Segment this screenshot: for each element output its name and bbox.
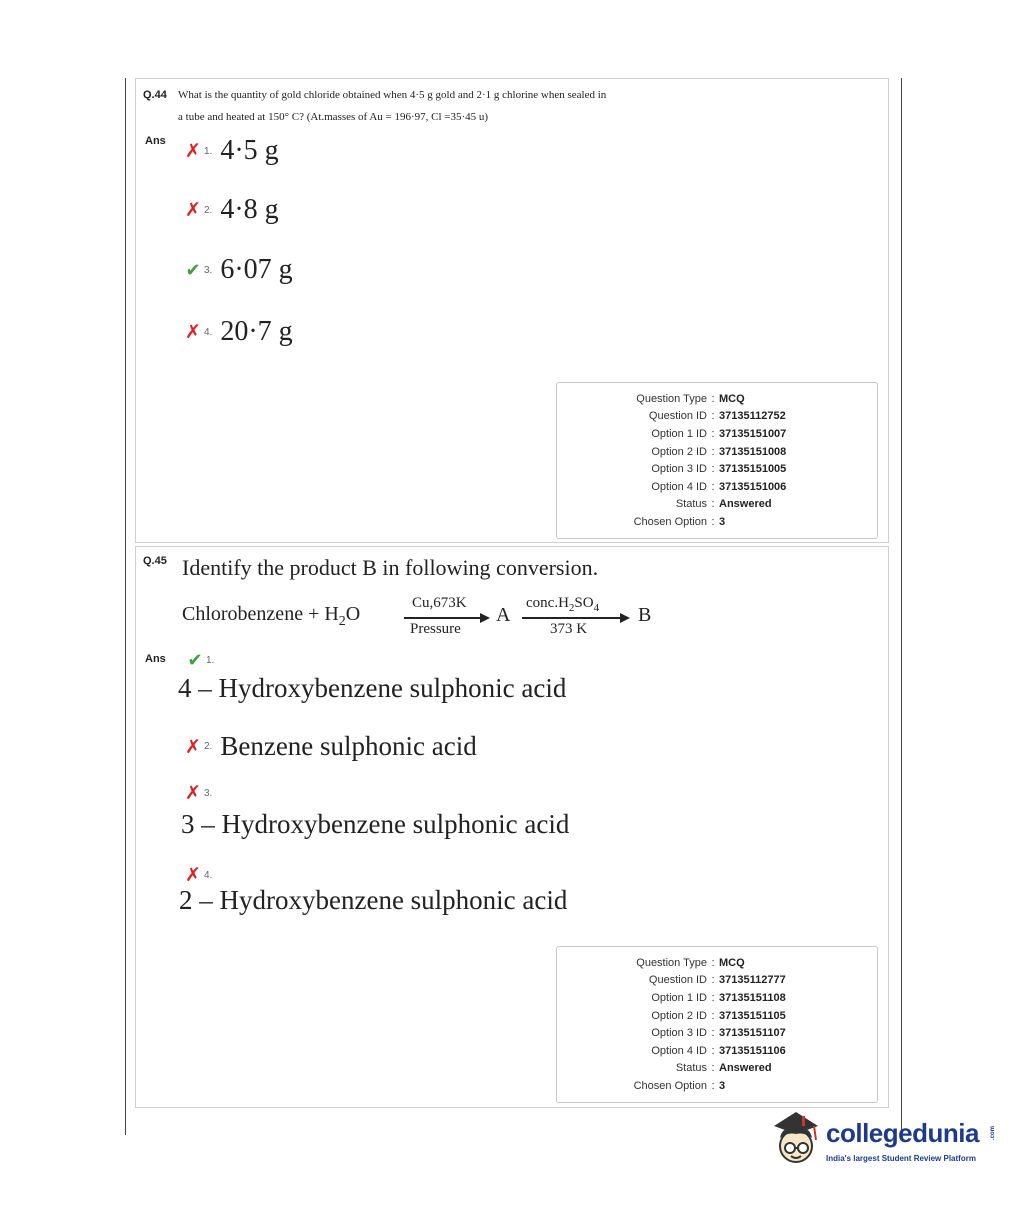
option-1 — [178, 673, 566, 704]
answer-label: Ans — [145, 135, 166, 147]
product-b: B — [638, 604, 652, 626]
wrong-mark-icon: ✗ — [185, 199, 201, 221]
meta-value: 37135112752 — [719, 410, 786, 423]
option-number: 2. — [204, 741, 213, 752]
question-meta-panel — [556, 946, 878, 1103]
meta-value: 37135151007 — [719, 427, 787, 440]
reaction-scheme — [182, 595, 672, 645]
meta-value: 37135151106 — [719, 1044, 786, 1057]
wrong-mark-icon: ✗ — [185, 735, 201, 758]
arrow-head-icon — [620, 613, 630, 623]
meta-row: Option 1 ID : 37135151108 — [557, 989, 877, 1007]
option-text: 20·7 g — [220, 316, 293, 347]
meta-value: 3 — [719, 1079, 726, 1092]
logo-wordmark: collegedunia — [826, 1118, 979, 1148]
meta-label: Option 4 ID — [651, 1044, 707, 1057]
wrong-mark-icon: ✗ — [185, 321, 201, 343]
meta-label: Option 4 ID — [651, 480, 707, 493]
option-number: 4. — [204, 869, 213, 881]
option-text: 6·07 g — [220, 254, 293, 285]
meta-row: Question Type : MCQ — [557, 954, 877, 972]
logo-com: .com — [990, 1125, 997, 1141]
intermediate-a: A — [496, 604, 511, 626]
option-2 — [184, 731, 477, 762]
answer-label: Ans — [145, 653, 166, 665]
meta-label: Option 1 ID — [651, 991, 707, 1004]
meta-label: Question Type — [636, 392, 707, 405]
option-text: 4 – Hydroxybenzene sulphonic acid — [178, 673, 567, 703]
arrow1-condition-bottom: Pressure — [410, 621, 461, 637]
meta-label: Question ID — [648, 974, 707, 987]
meta-value: MCQ — [719, 956, 745, 969]
option-4-marker — [184, 864, 220, 886]
meta-label: Option 2 ID — [651, 445, 707, 458]
option-number: 3. — [204, 787, 213, 799]
option-number: 1. — [204, 145, 213, 157]
page-rule-left — [125, 78, 126, 1135]
option-3 — [181, 809, 569, 840]
mascot-icon — [768, 1104, 824, 1174]
meta-value: 37135151008 — [719, 445, 787, 458]
check-mark-icon: ✔ — [185, 259, 201, 281]
option-3 — [184, 254, 293, 286]
meta-value: 37135151108 — [719, 991, 786, 1004]
option-number: 2. — [204, 204, 213, 216]
meta-value: Answered — [719, 1062, 772, 1075]
question-44-block — [135, 78, 889, 543]
meta-value: 3 — [719, 515, 726, 528]
reactant: Chlorobenzene + $H_2O$ — [182, 603, 361, 629]
meta-label: Option 2 ID — [651, 1009, 707, 1022]
meta-label: Option 1 ID — [651, 427, 707, 440]
meta-row: Option 2 ID : 37135151105 — [557, 1007, 877, 1025]
meta-value: 37135151107 — [719, 1027, 786, 1040]
option-1 — [184, 135, 279, 167]
meta-label: Option 3 ID — [651, 1027, 707, 1040]
option-text: 4·5 g — [220, 135, 279, 166]
option-text: 2 – Hydroxybenzene sulphonic acid — [179, 885, 568, 915]
reaction-arrow-2 — [522, 617, 622, 619]
wrong-mark-icon: ✗ — [185, 140, 201, 162]
question-number: Q.44 — [143, 89, 167, 101]
option-2 — [184, 194, 279, 226]
meta-value: 37135112777 — [719, 974, 786, 987]
meta-label: Status — [675, 1062, 707, 1075]
arrow2-condition-top: $conc.H_2SO_4$ — [526, 595, 600, 614]
meta-row: Option 4 ID : 37135151106 — [557, 1042, 877, 1060]
meta-value: MCQ — [719, 392, 745, 405]
check-mark-icon: ✔ — [187, 650, 203, 671]
question-text: Identify the product B in following conversion. — [182, 555, 599, 580]
meta-row: Status : Answered — [557, 1060, 877, 1078]
question-text-line1: What is the quantity of gold chloride obtained when 4·5 g gold and 2·1 g chlorine when sealed in — [178, 89, 607, 101]
option-text: 3 – Hydroxybenzene sulphonic acid — [181, 809, 570, 839]
meta-label: Status — [675, 498, 707, 511]
collegedunia-logo[interactable] — [768, 1104, 998, 1174]
question-meta-panel — [556, 382, 878, 539]
meta-label: Chosen Option — [633, 515, 707, 528]
option-number: 3. — [204, 264, 213, 276]
option-4 — [179, 885, 567, 916]
option-number: 1. — [206, 655, 215, 666]
meta-row: Option 3 ID : 37135151107 — [557, 1024, 877, 1042]
option-3-marker — [184, 782, 220, 804]
question-text-line2: a tube and heated at 150° C? (At.masses of Au = 196·97, Cl =35·45 u) — [178, 111, 489, 123]
meta-row: Chosen Option : 3 — [557, 1077, 877, 1095]
meta-value: 37135151105 — [719, 1009, 786, 1022]
reaction-arrow-1 — [404, 617, 482, 619]
meta-value: 37135151006 — [719, 480, 787, 493]
meta-value: Answered — [719, 498, 772, 511]
meta-row: Option 4 ID : 37135151006 — [557, 478, 877, 496]
meta-value: 37135151005 — [719, 463, 787, 476]
meta-row: Question ID : 37135112752 — [557, 408, 877, 426]
option-text: 4·8 g — [220, 194, 279, 225]
logo-tagline: India's largest Student Review Platform — [826, 1154, 976, 1163]
wrong-mark-icon: ✗ — [185, 864, 201, 886]
question-number: Q.45 — [143, 555, 167, 567]
meta-label: Question ID — [648, 410, 707, 423]
option-text: Benzene sulphonic acid — [220, 731, 477, 761]
meta-row: Chosen Option : 3 — [557, 513, 877, 531]
meta-label: Option 3 ID — [651, 463, 707, 476]
option-number: 4. — [204, 326, 213, 338]
question-45-block — [135, 546, 889, 1108]
meta-label: Chosen Option — [633, 1079, 707, 1092]
meta-row: Status : Answered — [557, 496, 877, 514]
meta-row: Option 2 ID : 37135151008 — [557, 443, 877, 461]
option-1-marker — [186, 650, 222, 671]
option-4 — [184, 316, 293, 348]
page-rule-right — [901, 78, 902, 1135]
meta-label: Question Type — [636, 956, 707, 969]
meta-row: Question Type : MCQ — [557, 390, 877, 408]
arrow1-condition-top: Cu,673K — [412, 595, 467, 611]
wrong-mark-icon: ✗ — [185, 782, 201, 804]
meta-row: Option 3 ID : 37135151005 — [557, 460, 877, 478]
arrow2-condition-bottom: 373 K — [550, 621, 588, 637]
arrow-head-icon — [480, 613, 490, 623]
meta-row: Option 1 ID : 37135151007 — [557, 425, 877, 443]
meta-row: Question ID : 37135112777 — [557, 972, 877, 990]
